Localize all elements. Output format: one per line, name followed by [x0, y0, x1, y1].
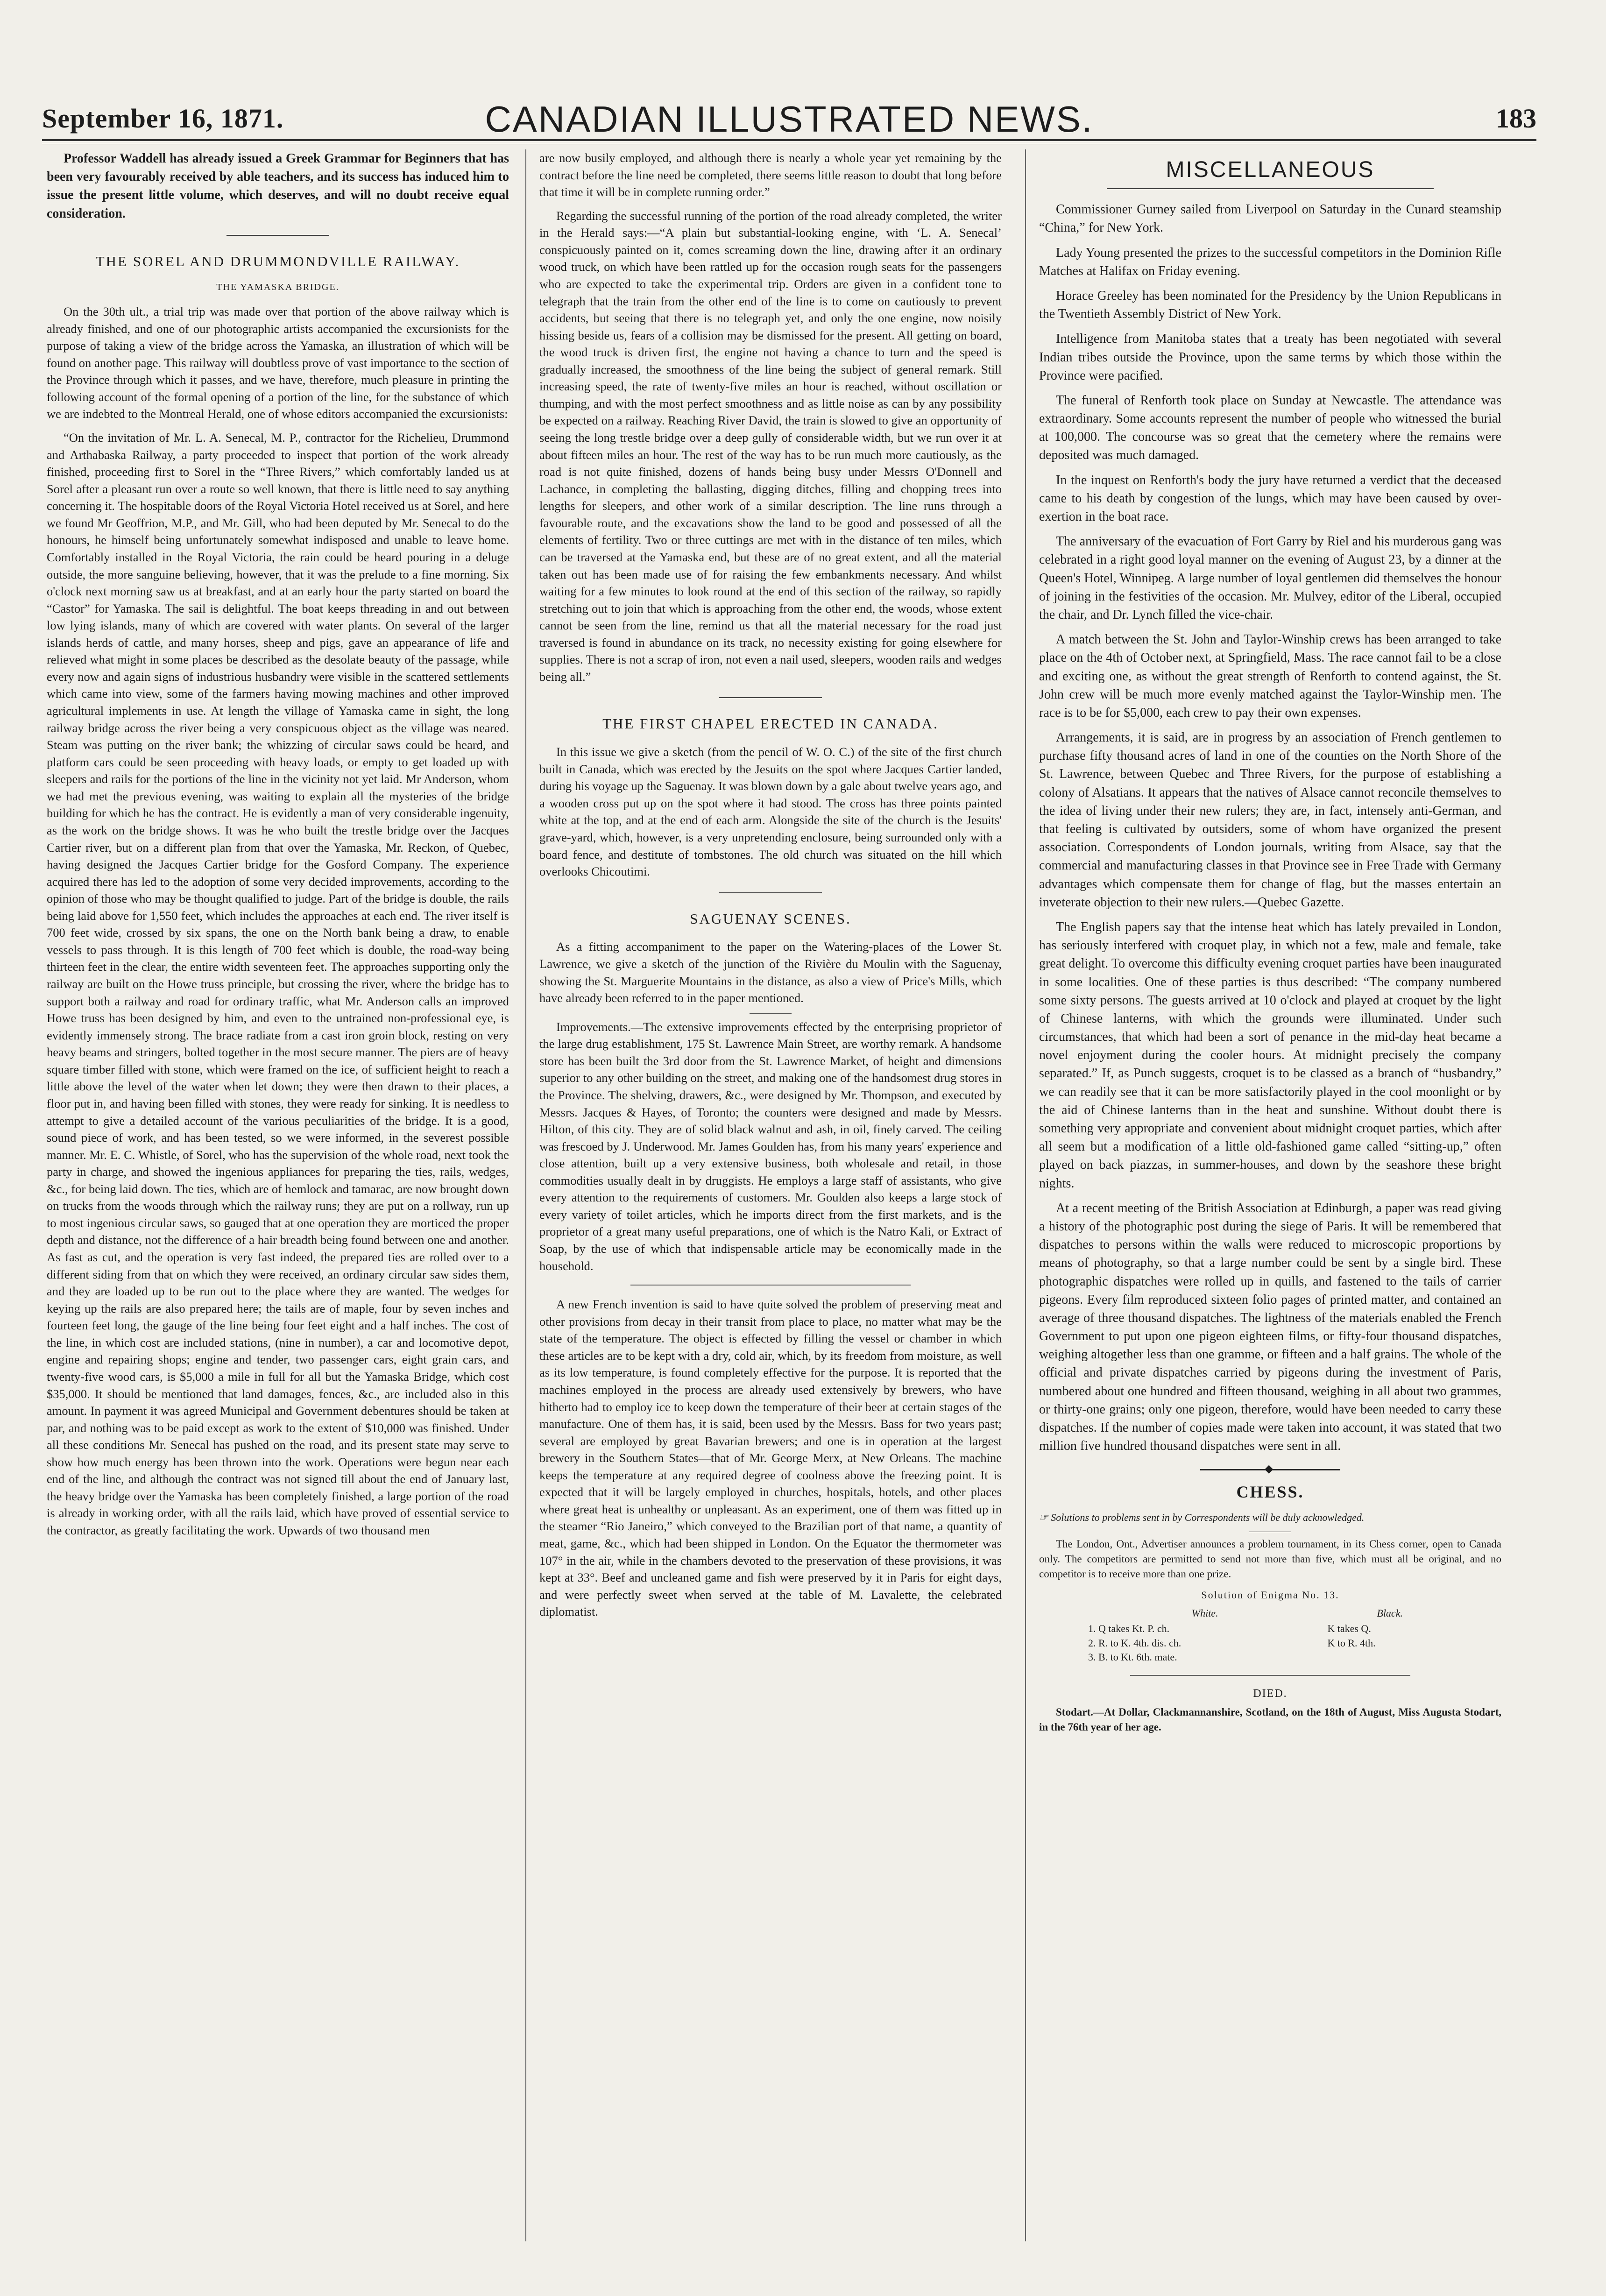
misc-item: A match between the St. John and Taylor-Winship crews has been arranged to take place on the 4th of October next, at Springfield, Mass. The race cannot fail to be a close and exciting one, as without the great strength of Renforth to contend against, the St. John crew will be much more evenly matched against the Taylor-Winship men. The race is to be for $5,000, each crew to pay their own expenses. — [1039, 632, 1501, 720]
misc-item: At a recent meeting of the British Association at Edinburgh, a paper was read giving a history of the photographic post during the siege of Paris. It will be remembered that dispatches to persons within the walls were reduced to microscopic proportions by means of photography, so that a large number could be sent by a single bird. These photographic dispatches were rolled up in quills, and fastened to the tails of carrier pigeons. Every film reproduced sixteen folio pages of printed matter, and contained an average of three thousand dispatches. The lightness of the materials enabled the French Government to put upon one pigeon eighteen films, or fifty-four thousand dispatches, weighing altogether less than one gramme, or fifteen and a half grains. The whole of the official and private dispatches carried by pigeons during the investment of Paris, numbered about one hundred and fifteen thousand, weighing in all about two grammes, or thirty-one grains; only one pigeon, therefore, would have been needed to carry these dispatches. If the number of copies made were taken into account, it was stated that two million five hundred thousand dispatches were sent in all. — [1039, 1201, 1501, 1454]
chess-title: CHESS. — [1236, 1483, 1304, 1502]
intro-paragraph: Professor Waddell has already issued a Greek Grammar for Beginners that has been very favourably received by able teachers, and its success has induced him to issue the present little volume, which deserves, and will no doubt receive equal consideration. — [47, 151, 509, 221]
chess-moves-table — [1085, 1605, 1455, 1665]
miscellaneous-title: MISCELLANEOUS — [1166, 157, 1375, 182]
ornamental-rule — [1200, 1467, 1340, 1472]
white-header: White. — [1191, 1607, 1218, 1619]
column-divider — [1025, 149, 1026, 2241]
sorel-railway-title: THE SOREL AND DRUMMONDVILLE RAILWAY. — [95, 253, 460, 269]
first-chapel-title: THE FIRST CHAPEL ERECTED IN CANADA. — [602, 715, 939, 732]
improvements-paragraph: Improvements.—The extensive improvements effected by the enterprising proprietor of the large drug establishment, 175 St. Lawrence Main Street, are worthy remark. A handsome store has been built the 3rd door from the St. Lawrence Market, of height and dimensions superior to any other building on the street, and making one of the handsomest drug stores in the Province. The shelving, drawers, &c., were designed by Mr. Thompson, and executed by Messrs. Jacques & Hayes, of Toronto; the counters were designed and made by Messrs. Hilton, of this city. They are of solid black walnut and ash, in oil, finely carved. The ceiling was frescoed by J. Underwood. Mr. James Goulden has, from his many years' experience and close attention, built up a very extensive business, both wholesale and retail, in those commodities usually dealt in by druggists. He employs a large staff of assistants, who give every attention to the requirements of customers. Mr. Goulden also keeps a large stock of every variety of toilet articles, which he imports direct from the first markets, and is the proprietor of a great many useful preparations, one of which is the Natro Kali, or Extract of Soap, by the use of which that indispensable article may be economically made in the household. — [539, 1019, 1002, 1273]
white-move: 2. R. to K. 4th. dis. ch. — [1088, 1637, 1182, 1649]
obituary-paragraph: Stodart.—At Dollar, Clackmannanshire, Scotland, on the 18th of August, Miss Augusta Stodart, in the 76th year of her age. — [1039, 1706, 1501, 1733]
separator-rule — [750, 1013, 792, 1014]
misc-item: The anniversary of the evacuation of Fort Garry by Riel and his murderous gang was celebrated in a right good loyal manner on the evening of August 23, by a dinner at the Queen's Hotel, Winnipeg. A large number of loyal gentlemen did themselves the honour of joining in the festivities of the occasion. Mr. Mulvey, editor of the Liberal, occupied the chair, and Dr. Lynch filled the vice-chair. — [1039, 534, 1501, 622]
move-row — [1085, 1650, 1455, 1665]
chess-note: ☞ Solutions to problems sent in by Correspondents will be duly acknowledged. — [1039, 1511, 1365, 1523]
column-middle — [539, 149, 1002, 2269]
white-move: 1. Q takes Kt. P. ch. — [1088, 1622, 1170, 1634]
died-title: DIED. — [1253, 1688, 1288, 1700]
move-row — [1085, 1622, 1455, 1636]
column-left — [47, 149, 509, 2269]
french-invention-paragraph: A new French invention is said to have quite solved the problem of preserving meat and other provisions from decay in their transit from place to place, no matter what may be the state of the temperature. The object is effected by filling the vessel or chamber in which these articles are to be kept with a dry, cold air, which, by its freedom from moisture, as well as its low temperature, is found completely effective for the purpose. It is reported that the machines employed in the process are already used extensively by brewers, who have hitherto had to employ ice to keep down the temperature of their beer at certain stages of the manufacture. One of them has, it is said, been used by the Messrs. Bass for two years past; several are employed by great Bavarian brewers; and one is in operation at the largest brewery in the Southern States—that of Mr. George Merx, at New Orleans. The machine keeps the temperature at any required degree of coolness above the freezing point. It is expected that it will be largely employed in churches, hospitals, hotels, and other places where great heat is unhealthy or unpleasant. As an experiment, one of them was fitted up in the steamer “Rio Janeiro,” which conveyed to the Brazilian port of that name, a quantity of meat, game, &c., which had been shipped in London. On the Equator the thermometer was 107° in the air, while in the chambers devoted to the preservation of these provisions, it was kept at 33°. Beef and uncleaned game and fish were preserved by it in Paris for eight days, and were perfectly sweet when served at the table of M. Lavalette, the celebrated diplomatist. — [539, 1297, 1002, 1619]
misc-item: In the inquest on Renforth's body the jury have returned a verdict that the deceased came to his death by congestion of the lungs, which may have been caused by over-exertion in the boat race. — [1039, 473, 1501, 524]
masthead-title: CANADIAN ILLUSTRATED NEWS. — [485, 99, 1094, 140]
misc-item: Commissioner Gurney sailed from Liverpool on Saturday in the Cunard steamship “China,” for New York. — [1039, 202, 1501, 235]
article-paragraph: are now busily employed, and although there is nearly a whole year yet remaining by the contract before the line need be completed, there seems little reason to doubt that long before that time it will be in complete running order.” — [539, 151, 1002, 199]
section-rule — [1107, 188, 1434, 189]
misc-item: Intelligence from Manitoba states that a treaty has been negotiated with several Indian tribes outside the Province, upon the same terms by which those within the Province were pacified. — [1039, 332, 1501, 383]
page-header — [42, 98, 1536, 149]
move-row — [1085, 1636, 1455, 1651]
page-number: 183 — [1496, 103, 1536, 134]
misc-item: Lady Young presented the prizes to the successful competitors in the Dominion Rifle Matches at Halifax on Friday evening. — [1039, 245, 1501, 278]
section-rule — [226, 235, 329, 236]
black-move: K to R. 4th. — [1327, 1637, 1376, 1649]
article-paragraph: In this issue we give a sketch (from the pencil of W. O. C.) of the site of the first church built in Canada, which was erected by the Jesuits on the spot where Jacques Cartier landed, during his voyage up the Saguenay. It was blown down by a gale about twelve years ago, and a wooden cross put up on the spot where it had stood. The cross has three points painted white at the top, and at the end of each arm. Alongside the site of the church is the Jesuits' grave-yard, which, however, is a very unpretending enclosure, being surrounded only with a board fence, and destitute of tombstones. The old church was situated on the hill which overlooks Chicoutimi. — [539, 745, 1002, 879]
yamaska-bridge-subtitle: THE YAMASKA BRIDGE. — [216, 282, 340, 292]
section-rule — [719, 892, 822, 893]
separator-rule — [630, 1285, 911, 1286]
solution-title: Solution of Enigma No. 13. — [1201, 1589, 1339, 1601]
article-paragraph: Regarding the successful running of the portion of the road already completed, the writer in the Herald says:—“A plain but substantial-looking engine, with ‘L. A. Senecal’ conspicuously painted on it, comes screaming down the line, drawing after it an ordinary wood truck, on which have been rattled up for the occasion rough seats for the passengers who are expected to take the experimental trip. Orders are given in a confident tone to telegraph that the train from the other end of the line is to come on cautiously to prevent accidents, but seeing that there is no telegraph yet, and only the one engine, now noisily hissing beside us, fears of a collision may be dismissed for the present. All getting on board, the wood truck is driven first, the engine not having a chance to turn and the speed is gradually increased, the smoothness of the line being the subject of general remark. Still increasing speed, the rate of twenty-five miles an hour is reached, without oscillation or thumping, and with the most perfect smoothness and as little noise as can by any possibility be expected on a railway. Reaching River David, the train is slowed to give an opportunity of seeing the long trestle bridge over a deep gully of considerable width, but we run over it at about fifteen miles an hour. The rest of the way has to be run much more cautiously, as the road is not quite finished, dozens of hands being busy under Messrs O'Donnell and Lachance, in completing the ballasting, digging ditches, filling and chopping trees into lengths for sleepers, and other work of a similar description. The line runs through a favourable route, and the excavations show the land to be good and possessed of all the elements of fertility. Two or three cuttings are met with in the distance of ten miles, which can be traversed at the Yamaska end, but these are of no great extent, and all the material taken out has been made use of for raising the few embankments necessary. And whilst waiting for a few minutes to look round at the end of this section of the railway, so rapidly stretching out to join that which is approaching from the other end, the woods, whose extent cannot be seen from the line, remind us that all the material necessary for the road just traversed is found in abundance on its track, no necessity existing for going elsewhere for supplies. There is not a scrap of iron, not even a nail used, sleepers, wooden rails and wedges being all.” — [539, 208, 1002, 684]
black-header: Black. — [1377, 1607, 1403, 1619]
section-rule — [719, 697, 822, 698]
column-divider — [525, 149, 526, 2241]
misc-item: Horace Greeley has been nominated for the Presidency by the Union Republicans in the Twentieth Assembly District of New York. — [1039, 288, 1501, 322]
misc-item: Arrangements, it is said, are in progress by an association of French gentlemen to purchase fifty thousand acres of land in one of the counties on the North Shore of the St. Lawrence, between Quebec and Three Rivers, for the purpose of establishing a colony of Alsatians. It appears that the natives of Alsace cannot reconcile themselves to the idea of living under their new rulers; they are, in fact, intensely anti-German, and that feeling is cultivated by outsiders, some of whom have organized the present association. Correspondents of London journals, writing from Alsace, say that the commercial and manufacturing classes in that Province see in Free Trade with Germany advantages which compensate them for change of flag, but the masses entertain an inveterate objection to their new rulers.—Quebec Gazette. — [1039, 730, 1501, 910]
black-move — [1324, 1650, 1455, 1665]
black-move: K takes Q. — [1327, 1622, 1371, 1634]
separator-rule — [1130, 1675, 1410, 1676]
article-paragraph: As a fitting accompaniment to the paper on the Watering-places of the Lower St. Lawrence, we give a sketch of the junction of the Rivière du Moulin with the Saguenay, showing the St. Marguerite Mountains in the distance, as also a view of Price's Mills, which have already been referred to in the paper mentioned. — [539, 940, 1002, 1005]
article-paragraph: “On the invitation of Mr. L. A. Senecal, M. P., contractor for the Richelieu, Drummond and Arthabaska Railway, a party proceeded to inspect that portion of the work already finished, proceeding first to Sorel in the “Three Rivers,” which comfortably landed us at Sorel after a pleasant run over a route so well known, that there is little need to say anything concerning it. The hospitable doors of the Royal Victoria Hotel received us at Sorel, and here we found Mr Geoffrion, M.P., and Mr. Gill, who had been deputed by Mr. Senecal to do the honours, he himself being unfortunately somewhat indisposed and unable to leave home. Comfortably installed in the Royal Victoria, the rain could be heard pouring in a deluge outside, the more sanguine believing, however, that it was the prelude to a fine morning. Six o'clock next morning saw us at breakfast, and at an early hour the party started on board the “Castor” for Yamaska. The sail is delightful. The boat keeps threading in and out between low lying islands, many of which are covered with water plants. On several of the larger islands herds of cattle, and many horses, sheep and pigs, gave an appearance of life and relieved what might in some places be described as the desolate beauty of the passage, while every now and again signs of industrious husbandry were visible in the scattered settlements which came into view, some of the farmers having mowing machines and other improved agricultural implements in use. At length the village of Yamaska came in sight, the long railway bridge across the river being a very conspicuous object as the village was neared. Steam was putting on the river bank; the whizzing of circular saws could be heard, and platform cars could be seen proceeding with heavy loads, or empty to get loaded up with sleepers and rails for the portions of the line in the vicinity not yet laid. Mr Anderson, whom we had met the previous evening, was waiting to explain all the mysteries of the bridge building for which he has the contract. He is evidently a man of very considerable ingenuity, as the work on the bridge shows. It was he who built the trestle bridge over the Jacques Cartier river, but on a different plan from that over the Yamaska, Mr. Reckon, of Quebec, having designed the Jacques Cartier bridge for the Gosford Company. The experience acquired there has led to the adoption of some very decided improvements, according to the opinion of those who may be thought qualified to judge. Part of the bridge is double, the rails being laid above for 1,550 feet, which includes the approaches at each end. The river itself is 700 feet wide, crossed by six spans, the one on the North bank being a draw, to enable vessels to pass through. It is this length of 700 feet which is double, the road-way being thirteen feet in the clear, the entire width seventeen feet. The approaches supporting only the railway are built on the Howe truss principle, but crossing the river, where the bridge has to support both a railway and road for ordinary traffic, what Mr. Anderson calls an improved Howe truss has been designed by him, and even to the untrained non-professional eye, is evidently immensely strong. The brace radiate from a cast iron groin block, resting on very heavy beams and stringers, bolted together in the most secure manner. The piers are of heavy square timber filled with stone, which were framed on the ice, of sufficient height to reach a little above the level of the water when let down; they were then drawn to their places, a floor put in, and having been filled with stones, they were ready for sinking. It is needless to attempt to give a detailed account of the various peculiarities of the bridge. It is a good, sound piece of work, and has been tested, so we were informed, in the severest possible manner. Mr. E. C. Whistle, of Sorel, who has the supervision of the whole road, next took the party in charge, and showed the ingenious appliances for preparing the ties, rails, wedges, &c., for being laid down. The ties, which are of hemlock and tamarac, are now brought down on trucks from the woods through which the railway runs; they are put on a rollway, run up to most ingenious circular saws, so gauged that at one operation they are morticed the proper depth and distance, not the difference of a hair breadth being found between one and another. As fast as cut, and the operation is very fast indeed, the prepared ties are rolled over to a different siding from that on which they were received, an ordinary circular saw sides them, and they are loaded up to be run out to the place where they are wanted. The wedges for keying up the rails are also prepared here; the tails are of maple, four by seven inches and fourteen feet long, the gauge of the line being four feet eight and a half inches. The cost of the line, in which cost are included stations, (nine in number), a car and locomotive depot, engine and repairing shops; engine and tender, two passenger cars, eight grain cars, and twenty-five wood cars, is $5,000 a mile in full for all but the Yamaska Bridge, which cost $35,000. It should be mentioned that land damages, fences, &c., are included also in this amount. In payment it was agreed Municipal and Government debentures should be taken at par, and nothing was to be paid except as work to the extent of $10,000 was finished. Under all these conditions Mr. Senecal has pushed on the road, and its present state may serve to show how much energy has been thrown into the work. Operations were begun near each end of the line, and although the contract was not signed till about the end of January last, the heavy bridge over the Yamaska has been completely finished, a large portion of the road is already in working order, with all the rails laid, which have proved of essential service to the contractor, as greatly facilitating the work. Upwards of two thousand men — [47, 431, 509, 1538]
saguenay-scenes-title: SAGUENAY SCENES. — [690, 910, 851, 927]
header-rule — [42, 139, 1536, 141]
issue-date: September 16, 1871. — [42, 103, 284, 134]
chess-paragraph: The London, Ont., Advertiser announces a problem tournament, in its Chess corner, open to Canada only. The competitors are permitted to send not more than five, which must all be original, and no competitor is to receive more than one prize. — [1039, 1538, 1501, 1580]
article-paragraph: On the 30th ult., a trial trip was made over that portion of the above railway which is already finished, and one of our photographic artists accompanied the excursionists for the purpose of taking a view of the bridge across the Yamaska, an illustration of which will be found on another page. This railway will doubtless prove of vast importance to the section of the Province through which it passes, and we have, therefore, much pleasure in printing the following account of the formal opening of a portion of the line, for the substance of which we are indebted to the Montreal Herald, one of whose editors accompanied the excursionists: — [47, 304, 509, 421]
misc-item: The funeral of Renforth took place on Sunday at Newcastle. The attendance was extraordinary. Some accounts represent the number of people who witnessed the burial at 100,000. The concourse was so great that the cemetery where the remains were deposited was much damaged. — [1039, 393, 1501, 463]
white-move: 3. B. to Kt. 6th. mate. — [1088, 1651, 1177, 1663]
column-right — [1039, 149, 1501, 2269]
misc-item: The English papers say that the intense heat which has lately prevailed in London, has seriously interfered with croquet play, in which not a few, male and female, take great delight. To overcome this difficulty evening croquet parties have been inaugurated in some localities. One of these parties is thus described: “The company numbered some sixty persons. The guests arrived at 10 o'clock and played at croquet by the light of Chinese lanterns, with which the grounds were illuminated. Under such circumstances, that which had been a sort of penance in the mid-day heat became a novel enjoyment during the cooler hours. At midnight precisely the company separated.” If, as Punch suggests, croquet is to be classed as a branch of “husbandry,” we can readily see that it can be more satisfactorily played in the cool moonlight or by the aid of Chinese lanterns than in the heat and sunshine. Without doubt there is something very appropriate and convenient about midnight croquet parties, which after all seem but a modification of a little old-fashioned game called “sitting-up,” often played on back piazzas, in summer-houses, and down by the seashore these bright nights. — [1039, 919, 1501, 1191]
